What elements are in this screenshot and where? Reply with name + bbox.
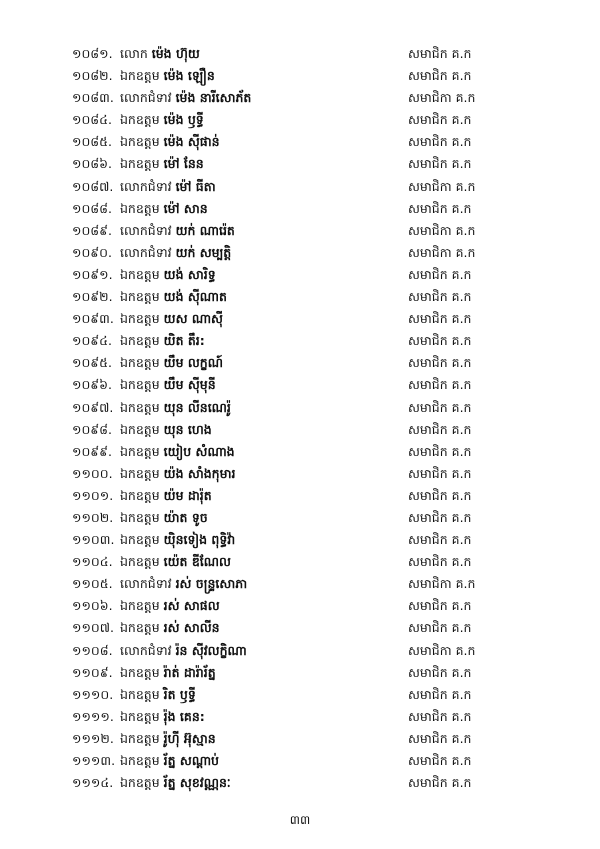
- list-item: [72, 43, 532, 65]
- entry-honorific: ឯកឧត្តម: [120, 443, 160, 459]
- entry-role: សមាជិកា គ.ក: [408, 576, 476, 592]
- entry-role: សមាជិក គ.ក: [408, 333, 472, 349]
- entry-title-name: [120, 573, 247, 595]
- list-item: [72, 264, 532, 286]
- list-item: [72, 772, 532, 794]
- list-item: [72, 419, 532, 441]
- entry-title-name: [120, 706, 205, 728]
- entry-honorific: ឯកឧត្តម: [120, 775, 160, 791]
- entry-number: ១០៩៤.: [72, 333, 112, 349]
- list-item: [72, 640, 532, 662]
- entry-number: ១១១១.: [72, 708, 114, 724]
- entry-name: យឹម ស៊ីមុនី: [163, 377, 216, 393]
- entry-role: សមាជិក គ.ក: [408, 686, 472, 702]
- entry-name: រ័ត្ន សុខវណ្ណនៈ: [163, 775, 231, 791]
- entry-role: សមាជិក គ.ក: [408, 598, 472, 614]
- entry-number: ១០៨៨.: [72, 200, 112, 216]
- entry-honorific: ឯកឧត្តម: [120, 333, 160, 349]
- list-item: [72, 529, 532, 551]
- entry-role: សមាជិក គ.ក: [408, 200, 472, 216]
- entry-number: ១០៩០.: [72, 244, 112, 260]
- entry-number: ១១០៦.: [72, 598, 113, 614]
- entry-name: ម៉េង ឫទ្ធី: [163, 112, 204, 128]
- entry-title-name: [120, 750, 219, 772]
- entry-title-name: [120, 397, 231, 419]
- entry-title-name: [120, 43, 200, 65]
- list-item: [72, 65, 532, 87]
- entry-name: រស់ សាលីន: [163, 620, 220, 636]
- entry-title-name: [120, 507, 208, 529]
- entry-role: សមាជិក គ.ក: [408, 620, 472, 636]
- entry-number: ១០៨១.: [72, 46, 113, 61]
- entry-title-name: [120, 176, 216, 198]
- entry-title-name: [120, 419, 212, 441]
- entry-number: ១០៩៧.: [72, 399, 114, 415]
- entry-honorific: ឯកឧត្តម: [120, 112, 160, 128]
- list-item: [72, 463, 532, 485]
- entry-number: ១០៨២.: [72, 68, 113, 84]
- entry-name: ម៉ៅ នែន: [163, 156, 204, 172]
- entry-title-name: [120, 485, 212, 507]
- entry-number: ១០៩២.: [72, 289, 113, 305]
- entry-name: យឹម លក្ខណ៍: [163, 355, 223, 371]
- list-item: [72, 374, 532, 396]
- entry-honorific: ឯកឧត្តម: [120, 68, 160, 84]
- entry-number: ១០៩៦.: [72, 377, 112, 393]
- entry-number: ១១០៤.: [72, 554, 113, 570]
- list-item: [72, 595, 532, 617]
- entry-name: យង់ សារិទ្ធ: [163, 266, 216, 282]
- entry-name: យ៉ង សាំងកុមារ: [163, 465, 236, 481]
- entry-number: ១១០០.: [72, 465, 113, 481]
- list-item: [72, 198, 532, 220]
- list-item: [72, 220, 532, 242]
- entry-honorific: ឯកឧត្តម: [120, 664, 160, 680]
- entry-name: រ៉ុង គេន:: [163, 708, 205, 724]
- entry-honorific: ឯកឧត្តម: [120, 730, 160, 746]
- entry-name: យិត តឹរ:: [163, 333, 205, 349]
- entry-number: ១០៨៦.: [72, 156, 112, 172]
- entry-honorific: ឯកឧត្តម: [120, 289, 160, 305]
- entry-name: យ៉េត ឌីណែល: [163, 554, 231, 570]
- list-item: [72, 109, 532, 131]
- entry-role: សមាជិក គ.ក: [408, 532, 472, 548]
- entry-number: ១១០៨.: [72, 642, 113, 658]
- entry-role: សមាជិក គ.ក: [408, 377, 472, 393]
- entry-number: ១០៩៨.: [72, 421, 112, 437]
- entry-role: សមាជិក គ.ក: [408, 156, 472, 172]
- entry-role: សមាជិកា គ.ក: [408, 90, 476, 106]
- entry-honorific: ឯកឧត្តម: [120, 266, 160, 282]
- list-item: [72, 706, 532, 728]
- entry-honorific: ឯកឧត្តម: [120, 355, 160, 371]
- entry-name: រស់ សាផល: [163, 598, 220, 614]
- entry-honorific: លោកជំទាវ: [120, 178, 172, 194]
- page-number: ៣៣: [289, 813, 311, 827]
- entry-honorific: លោក: [120, 46, 148, 61]
- list-item: [72, 662, 532, 684]
- entry-honorific: ឯកឧត្តម: [120, 465, 160, 481]
- entry-name: យៀប សំណាង: [163, 443, 235, 459]
- entry-honorific: ឯកឧត្តម: [120, 509, 160, 525]
- entry-name: យ៉ាត ទូច: [163, 509, 208, 525]
- entry-title-name: [120, 153, 204, 175]
- entry-honorific: ឯកឧត្តម: [120, 200, 160, 216]
- list-item: [72, 573, 532, 595]
- entry-name: ម៉េង ឡឿន: [163, 68, 215, 84]
- entry-number: ១០៨៥.: [72, 134, 112, 150]
- entry-honorific: ឯកឧត្តម: [120, 598, 160, 614]
- list-item: [72, 551, 532, 573]
- entry-honorific: ឯកឧត្តម: [120, 377, 160, 393]
- entry-role: សមាជិក គ.ក: [408, 134, 472, 150]
- entry-title-name: [120, 684, 196, 706]
- list-item: [72, 684, 532, 706]
- entry-title-name: [120, 65, 215, 87]
- entry-title-name: [120, 308, 223, 330]
- entry-name: រ៉ូហ៊ី អ៊ុស្មាន: [163, 730, 216, 746]
- entry-honorific: ឯកឧត្តម: [120, 421, 160, 437]
- entry-number: ១០៩៩.: [72, 443, 112, 459]
- entry-role: សមាជិក គ.ក: [408, 730, 472, 746]
- entry-name: យស ណាស៊ី: [163, 311, 223, 327]
- entry-name: យុន ហេង: [163, 421, 212, 437]
- entry-title-name: [120, 374, 216, 396]
- entry-role: សមាជិក គ.ក: [408, 266, 472, 282]
- entry-number: ១១១០.: [72, 686, 114, 702]
- list-item: [72, 131, 532, 153]
- entry-name: ម៉ៅ ធីតា: [175, 178, 216, 194]
- list-item: [72, 485, 532, 507]
- entry-number: ១១០១.: [72, 487, 114, 503]
- entry-title-name: [120, 330, 205, 352]
- member-list: [72, 43, 532, 794]
- entry-number: ១០៩៣.: [72, 311, 114, 327]
- entry-name: យង់ ស៊ីណាត: [163, 289, 227, 305]
- entry-number: ១១១៣.: [72, 753, 116, 768]
- entry-role: សមាជិក គ.ក: [408, 421, 472, 437]
- entry-honorific: ឯកឧត្តម: [120, 554, 160, 570]
- entry-name: រិត ឫទ្ធី: [163, 686, 196, 702]
- entry-role: សមាជិក គ.ក: [408, 112, 472, 128]
- entry-number: ១០៩១.: [72, 266, 113, 282]
- list-item: [72, 507, 532, 529]
- entry-role: សមាជិក គ.ក: [408, 664, 472, 680]
- entry-name: យុន លីនណេរ៉ូ: [163, 399, 231, 415]
- list-item: [72, 87, 532, 109]
- entry-honorific: ឯកឧត្តម: [120, 753, 160, 768]
- entry-role: សមាជិក គ.ក: [408, 355, 472, 371]
- list-item: [72, 330, 532, 352]
- entry-honorific: ឯកឧត្តម: [120, 399, 160, 415]
- entry-role: សមាជិក គ.ក: [408, 46, 472, 61]
- entry-name: យក់ ណារ៉េត: [175, 222, 235, 238]
- entry-title-name: [120, 286, 227, 308]
- entry-title-name: [120, 352, 223, 374]
- list-item: [72, 176, 532, 198]
- entry-title-name: [120, 595, 220, 617]
- entry-title-name: [120, 640, 247, 662]
- entry-name: យ៉ិនទៀង ពុទ្ធិវ៉ា: [163, 532, 236, 548]
- entry-honorific: ឯកឧត្តម: [120, 311, 160, 327]
- entry-name: ម៉េង ហ៊ុយ: [151, 46, 200, 61]
- entry-title-name: [120, 617, 220, 639]
- entry-title-name: [120, 441, 235, 463]
- entry-role: សមាជិក គ.ក: [408, 68, 472, 84]
- entry-name: រ៉ន ស៊ីវលក្ខិណា: [175, 642, 247, 658]
- entry-title-name: [120, 728, 216, 750]
- entry-number: ១០៨៣.: [72, 90, 114, 106]
- list-item: [72, 352, 532, 374]
- entry-role: សមាជិក គ.ក: [408, 399, 472, 415]
- entry-honorific: ឯកឧត្តម: [120, 487, 160, 503]
- entry-title-name: [120, 264, 216, 286]
- list-item: [72, 286, 532, 308]
- list-item: [72, 617, 532, 639]
- entry-honorific: ឯកឧត្តម: [120, 156, 160, 172]
- entry-honorific: ឯកឧត្តម: [120, 686, 160, 702]
- entry-honorific: លោកជំទាវ: [120, 222, 172, 238]
- entry-number: ១០៨៩.: [72, 222, 112, 238]
- entry-role: សមាជិក គ.ក: [408, 509, 472, 525]
- entry-role: សមាជិក គ.ក: [408, 487, 472, 503]
- entry-title-name: [120, 87, 251, 109]
- entry-name: យក់ សម្បត្តិ: [175, 244, 232, 260]
- entry-number: ១០៨៧.: [72, 178, 114, 194]
- entry-title-name: [120, 772, 231, 794]
- entry-title-name: [120, 662, 216, 684]
- entry-name: ម៉េង នារីសោភ័ត: [175, 90, 252, 106]
- entry-honorific: ឯកឧត្តម: [120, 620, 160, 636]
- entry-title-name: [120, 551, 231, 573]
- entry-title-name: [120, 463, 235, 485]
- entry-number: ១១០៣.: [72, 532, 115, 548]
- entry-honorific: លោកជំទាវ: [120, 244, 172, 260]
- entry-number: ១១០២.: [72, 509, 114, 525]
- entry-name: យ៉ម ដារ៉ុត: [163, 487, 212, 503]
- entry-title-name: [120, 198, 208, 220]
- entry-role: សមាជិក គ.ក: [408, 775, 472, 791]
- entry-title-name: [120, 220, 235, 242]
- list-item: [72, 397, 532, 419]
- entry-role: សមាជិក គ.ក: [408, 554, 472, 570]
- entry-number: ១១១២.: [72, 730, 114, 746]
- entry-role: សមាជិកា គ.ក: [408, 222, 476, 238]
- entry-name: រ័ត្ន សណ្តាប់: [163, 753, 219, 768]
- entry-number: ១០៨៤.: [72, 112, 112, 128]
- entry-role: សមាជិក គ.ក: [408, 443, 472, 459]
- list-item: [72, 750, 532, 772]
- entry-honorific: លោកជំទាវ: [120, 90, 172, 106]
- list-item: [72, 308, 532, 330]
- entry-title-name: [120, 529, 235, 551]
- list-item: [72, 728, 532, 750]
- entry-title-name: [120, 131, 220, 153]
- list-item: [72, 242, 532, 264]
- entry-number: ១១០៧.: [72, 620, 114, 636]
- entry-number: ១០៩៥.: [72, 355, 112, 371]
- entry-role: សមាជិក គ.ក: [408, 465, 472, 481]
- entry-title-name: [120, 109, 204, 131]
- entry-honorific: ឯកឧត្តម: [120, 134, 160, 150]
- list-item: [72, 441, 532, 463]
- entry-honorific: ឯកឧត្តម: [120, 708, 160, 724]
- entry-name: រស់ ចន្ទ្រសោភា: [175, 576, 248, 592]
- entry-name: ម៉េង ស៊ីផាន់: [163, 134, 220, 150]
- entry-role: សមាជិក គ.ក: [408, 753, 472, 768]
- entry-honorific: ឯកឧត្តម: [120, 532, 160, 548]
- entry-role: សមាជិក គ.ក: [408, 708, 472, 724]
- entry-number: ១១០៩.: [72, 664, 113, 680]
- entry-role: សមាជិកា គ.ក: [408, 244, 476, 260]
- entry-honorific: លោកជំទាវ: [120, 576, 172, 592]
- entry-role: សមាជិក គ.ក: [408, 311, 472, 327]
- entry-number: ១១០៥.: [72, 576, 113, 592]
- entry-name: រ៉ាត់ ដារ៉ារ័ត្ន: [163, 664, 216, 680]
- entry-role: សមាជិក គ.ក: [408, 289, 472, 305]
- list-item: [72, 153, 532, 175]
- entry-role: សមាជិកា គ.ក: [408, 178, 476, 194]
- entry-honorific: លោកជំទាវ: [120, 642, 172, 658]
- entry-number: ១១១៤.: [72, 775, 114, 791]
- entry-title-name: [120, 242, 231, 264]
- entry-name: ម៉ៅ សាន: [163, 200, 208, 216]
- entry-role: សមាជិកា គ.ក: [408, 642, 476, 658]
